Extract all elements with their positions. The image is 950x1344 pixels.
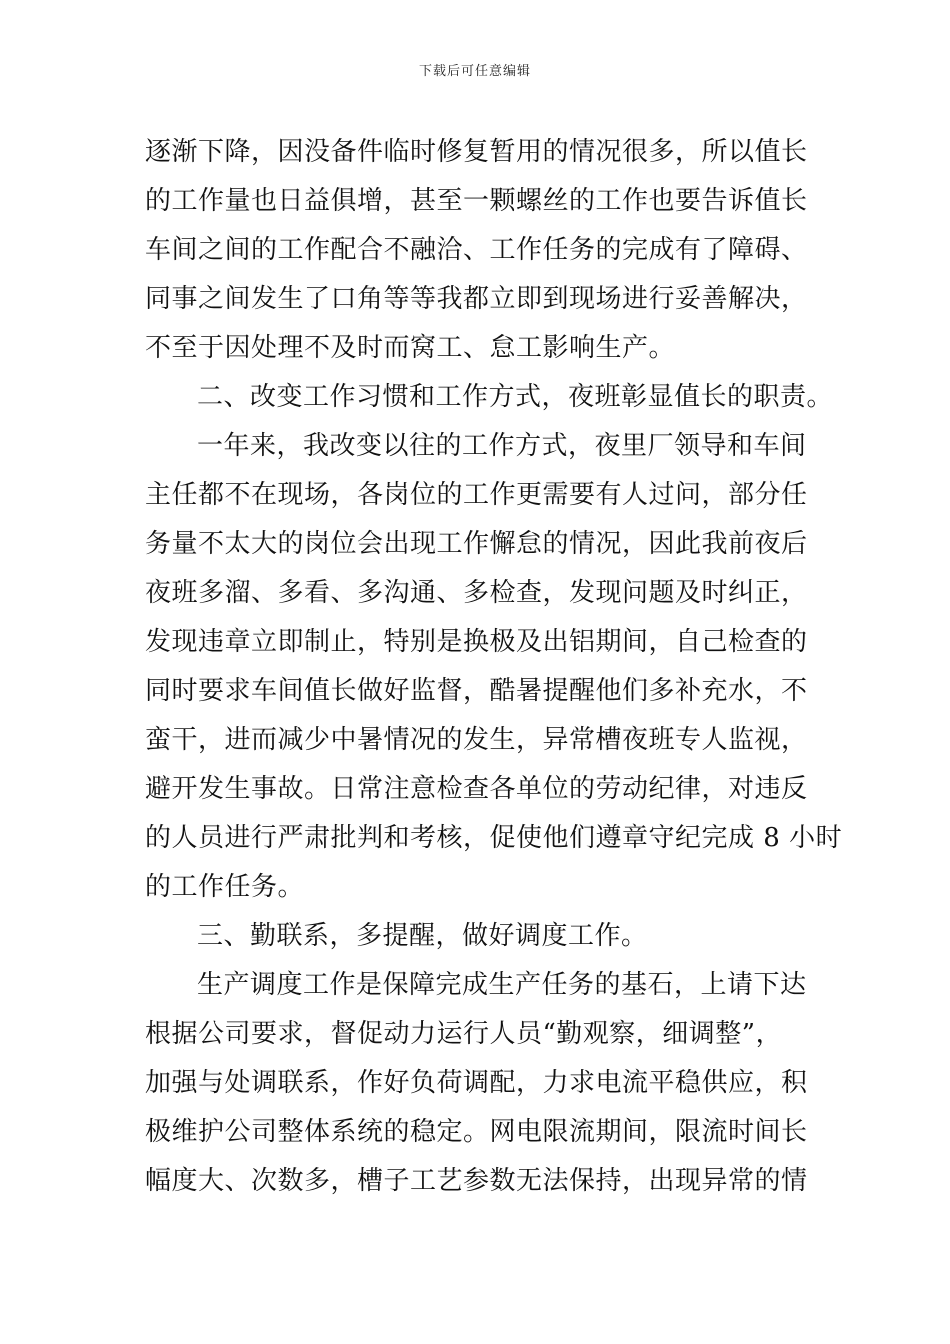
text-line: 避开发生事故。日常注意检查各单位的劳动纪律，对违反 [145,774,808,804]
text-line: 根据公司要求，督促动力运行人员“勤观察，细调整”， [145,1019,783,1049]
text-line: 同事之间发生了口角等等我都立即到现场进行妥善解决， [145,284,808,314]
text-line: 主任都不在现场，各岗位的工作更需要有人过问，部分任 [145,480,808,510]
text-line: 极维护公司整体系统的稳定。网电限流期间，限流时间长 [145,1117,808,1147]
text-line: 的工作量也日益俱增，甚至一颗螺丝的工作也要告诉值长 [145,186,808,216]
text-line: 夜班多溜、多看、多沟通、多检查，发现问题及时纠正， [145,578,808,608]
paragraph-start: 一年来，我改变以往的工作方式，夜里厂领导和车间 [197,431,807,461]
text-line: 的工作任务。 [145,872,305,902]
text-line: 的人员进行严肃批判和考核，促使他们遵章守纪完成 8 小时 [145,823,843,853]
text-line: 发现违章立即制止，特别是换极及出铝期间，自己检查的 [145,627,808,657]
section-heading-2: 二、改变工作习惯和工作方式，夜班彰显值长的职责。 [197,382,834,412]
section-heading-3: 三、勤联系，多提醒，做好调度工作。 [197,921,648,951]
text-line: 不至于因处理不及时而窝工、怠工影响生产。 [145,333,676,363]
text-line: 幅度大、次数多，槽子工艺参数无法保持，出现异常的情 [145,1166,808,1196]
text-line: 同时要求车间值长做好监督，酷暑提醒他们多补充水，不 [145,676,808,706]
text-line: 车间之间的工作配合不融洽、工作任务的完成有了障碍、 [145,235,808,265]
page-header: 下载后可任意编辑 [418,64,531,79]
text-line: 蛮干，进而减少中暑情况的发生，异常槽夜班专人监视， [145,725,808,755]
text-line: 加强与处调联系，作好负荷调配，力求电流平稳供应，积 [145,1068,808,1098]
text-line: 逐渐下降，因没备件临时修复暂用的情况很多，所以值长 [145,137,808,167]
document-body [145,128,843,1206]
paragraph-start: 生产调度工作是保障完成生产任务的基石，上请下达 [197,970,807,1000]
text-line: 务量不太大的岗位会出现工作懈怠的情况，因此我前夜后 [145,529,808,559]
